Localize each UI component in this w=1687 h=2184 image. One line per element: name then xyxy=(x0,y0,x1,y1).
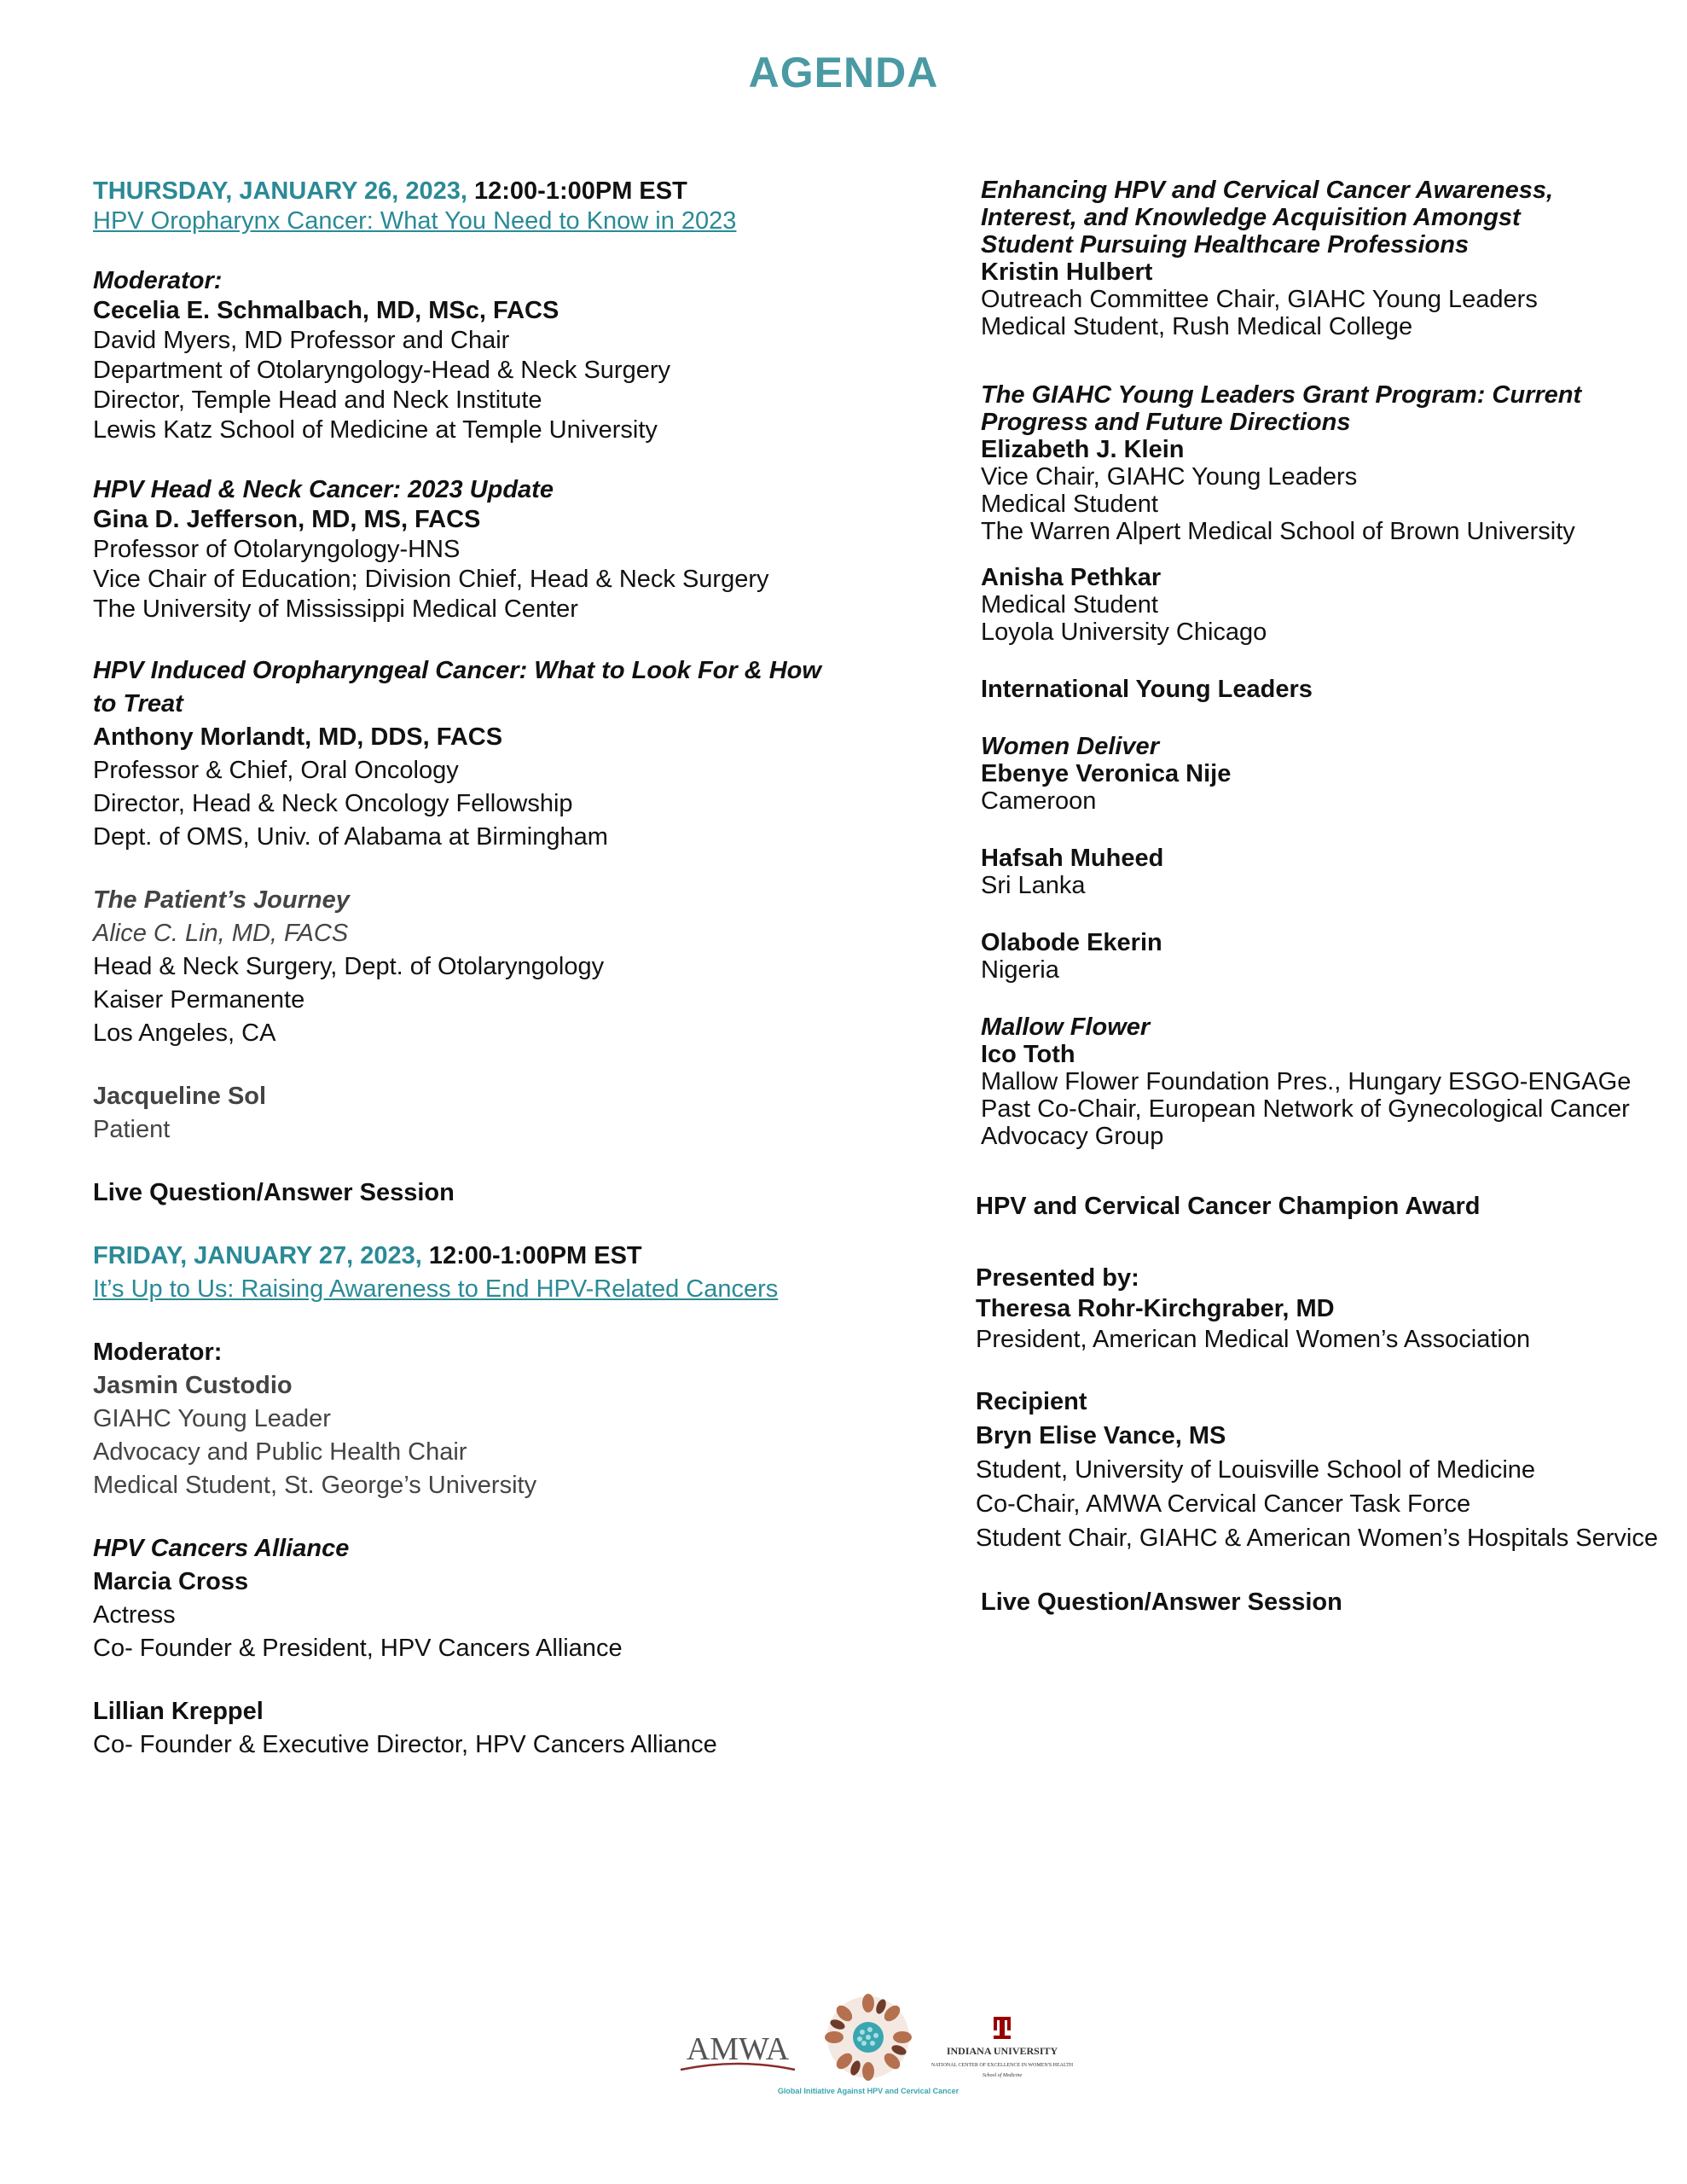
speaker-line: Medical Student, Rush Medical College xyxy=(981,313,1413,340)
moderator-label: Moderator: xyxy=(93,267,223,294)
talk-title-line: Progress and Future Directions xyxy=(981,409,1351,436)
day1-header xyxy=(93,177,895,206)
moderator-line: GIAHC Young Leader xyxy=(93,1405,331,1432)
speaker-name: Theresa Rohr-Kirchgraber, MD xyxy=(976,1295,1335,1322)
speaker-name: Lillian Kreppel xyxy=(93,1698,264,1725)
speaker-name: Elizabeth J. Klein xyxy=(981,436,1185,463)
speaker-line: Advocacy Group xyxy=(981,1123,1164,1150)
talk-title: HPV Induced Oropharyngeal Cancer: What to Look For & How to Treat xyxy=(93,657,821,717)
moderator-line: Lewis Katz School of Medicine at Temple University xyxy=(93,416,658,444)
moderator-line: Advocacy and Public Health Chair xyxy=(93,1438,467,1466)
speaker-line: Student, University of Louisville School of Medicine xyxy=(976,1456,1536,1484)
intl-heading: International Young Leaders xyxy=(981,676,1313,703)
speaker-name: Marcia Cross xyxy=(93,1568,249,1595)
speaker-line: Dept. of OMS, Univ. of Alabama at Birmingham xyxy=(93,823,608,851)
moderator-line: Director, Temple Head and Neck Institute xyxy=(93,386,542,414)
sponsor-logos xyxy=(674,1988,1083,2116)
left-column xyxy=(93,177,895,1762)
day2-date: FRIDAY, JANUARY 27, 2023, xyxy=(93,1242,422,1269)
moderator-name: Jasmin Custodio xyxy=(93,1372,293,1399)
speaker-line: Actress xyxy=(93,1601,176,1629)
speaker-line: The University of Mississippi Medical Center xyxy=(93,595,578,623)
speaker-line: Professor of Otolaryngology-HNS xyxy=(93,536,461,563)
speaker-line: Head & Neck Surgery, Dept. of Otolaryngology xyxy=(93,953,605,980)
right-column xyxy=(976,177,1680,1619)
patient-role: Patient xyxy=(93,1116,171,1143)
day1-time: 12:00-1:00PM EST xyxy=(467,177,687,205)
speaker-line: Outreach Committee Chair, GIAHC Young Leaders xyxy=(981,286,1538,313)
speaker-line: Loyola University Chicago xyxy=(981,619,1267,646)
giahc-logo-text: Global Initiative Against HPV and Cervical Cancer xyxy=(777,2087,959,2095)
speaker-line: Mallow Flower Foundation Pres., Hungary ESGO-ENGAGe xyxy=(981,1068,1632,1095)
speaker-line: Co-Chair, AMWA Cervical Cancer Task Force xyxy=(976,1490,1471,1518)
speaker-line: Vice Chair, GIAHC Young Leaders xyxy=(981,463,1358,491)
iu-name: INDIANA UNIVERSITY xyxy=(946,2045,1058,2057)
speaker-line: Student Chair, GIAHC & American Women’s Hospitals Service xyxy=(976,1525,1658,1552)
speaker-name: Olabode Ekerin xyxy=(981,929,1162,956)
moderator-name: Cecelia E. Schmalbach, MD, MSc, FACS xyxy=(93,297,559,324)
talk-title-line: The GIAHC Young Leaders Grant Program: Current xyxy=(981,381,1582,409)
org-title: Women Deliver xyxy=(981,733,1159,760)
speaker-name: Bryn Elise Vance, MS xyxy=(976,1422,1226,1449)
amwa-logo-text: AMWA xyxy=(686,2031,790,2067)
speaker-line: Los Angeles, CA xyxy=(93,1019,276,1047)
speaker-line: President, American Medical Women’s Association xyxy=(976,1326,1531,1353)
talk-title-line: Student Pursuing Healthcare Professions xyxy=(981,231,1470,258)
talk-title-line: Interest, and Knowledge Acquisition Amongst xyxy=(981,204,1521,231)
speaker-name: Ico Toth xyxy=(981,1041,1075,1068)
talk-title: HPV Head & Neck Cancer: 2023 Update xyxy=(93,476,554,503)
speaker-country: Nigeria xyxy=(981,956,1059,984)
speaker-name: Hafsah Muheed xyxy=(981,845,1164,872)
patient-name: Jacqueline Sol xyxy=(93,1083,267,1110)
speaker-name: Ebenye Veronica Nije xyxy=(981,760,1232,787)
talk-title-line: Enhancing HPV and Cervical Cancer Awareness, xyxy=(981,177,1554,204)
speaker-line: Co- Founder & Executive Director, HPV Cancers Alliance xyxy=(93,1731,717,1758)
alliance-title: HPV Cancers Alliance xyxy=(93,1535,350,1562)
day2-session-title[interactable]: It’s Up to Us: Raising Awareness to End HPV-Related Cancers xyxy=(93,1275,779,1303)
speaker-line: Medical Student xyxy=(981,491,1158,518)
speaker-name: Alice C. Lin, MD, FACS xyxy=(93,920,349,947)
indiana-university-logo xyxy=(930,2013,1074,2090)
speaker-name: Kristin Hulbert xyxy=(981,258,1153,286)
moderator-line: Medical Student, St. George’s University xyxy=(93,1472,537,1499)
speaker-line: Medical Student xyxy=(981,591,1158,619)
iu-school: School of Medicine xyxy=(982,2073,1023,2078)
day1-session-title[interactable]: HPV Oropharynx Cancer: What You Need to Know in 2023 xyxy=(93,207,737,235)
speaker-country: Sri Lanka xyxy=(981,872,1086,899)
speaker-line: Director, Head & Neck Oncology Fellowship xyxy=(93,790,573,817)
day1-date: THURSDAY, JANUARY 26, 2023, xyxy=(93,177,467,205)
speaker-country: Cameroon xyxy=(981,787,1097,815)
speaker-line: Professor & Chief, Oral Oncology xyxy=(93,757,459,784)
speaker-line: Kaiser Permanente xyxy=(93,986,305,1014)
recipient-label: Recipient xyxy=(976,1388,1087,1415)
speaker-name: Anthony Morlandt, MD, DDS, FACS xyxy=(93,723,503,751)
day2-time: 12:00-1:00PM EST xyxy=(421,1242,642,1269)
iu-subtitle: NATIONAL CENTER OF EXCELLENCE IN WOMEN'S HEALTH xyxy=(930,2063,1074,2068)
presenter-label: Presented by: xyxy=(976,1264,1139,1292)
speaker-line: Co- Founder & President, HPV Cancers Alliance xyxy=(93,1635,623,1662)
speaker-line: Past Co-Chair, European Network of Gynecological Cancer xyxy=(981,1095,1630,1123)
speaker-line: Vice Chair of Education; Division Chief, Head & Neck Surgery xyxy=(93,566,769,593)
moderator-label: Moderator: xyxy=(93,1339,223,1366)
day2-header xyxy=(93,1240,895,1273)
giahc-logo xyxy=(777,1988,959,2116)
speaker-line: The Warren Alpert Medical School of Brown University xyxy=(981,518,1575,545)
amwa-logo xyxy=(674,2020,802,2080)
org-title: Mallow Flower xyxy=(981,1014,1151,1041)
speaker-name: Anisha Pethkar xyxy=(981,564,1162,591)
page-title: AGENDA xyxy=(748,49,939,96)
talk-title: The Patient’s Journey xyxy=(93,886,350,914)
qa-session: Live Question/Answer Session xyxy=(93,1179,455,1206)
speaker-name: Gina D. Jefferson, MD, MS, FACS xyxy=(93,506,481,533)
qa-session: Live Question/Answer Session xyxy=(981,1589,1342,1616)
moderator-line: Department of Otolaryngology-Head & Neck Surgery xyxy=(93,357,670,384)
moderator-line: David Myers, MD Professor and Chair xyxy=(93,327,510,354)
award-heading: HPV and Cervical Cancer Champion Award xyxy=(976,1193,1481,1220)
